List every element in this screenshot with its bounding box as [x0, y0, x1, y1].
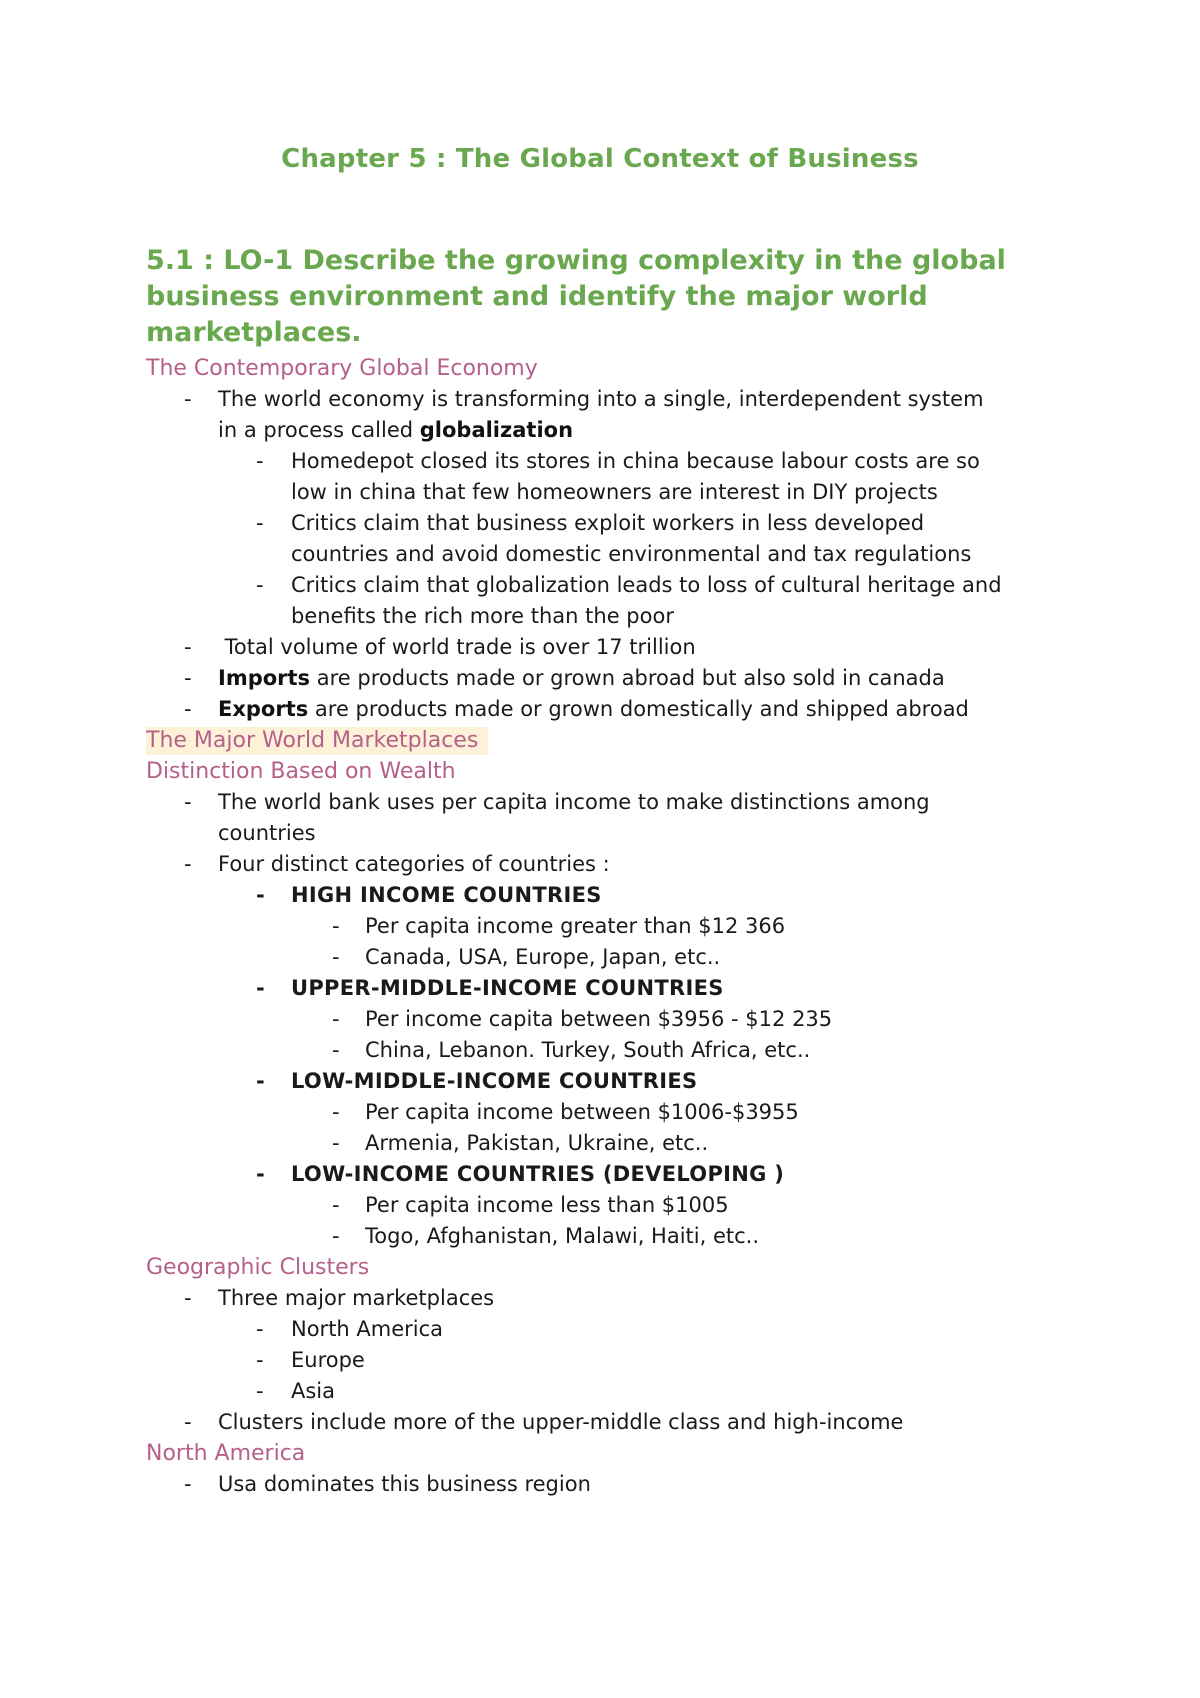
list-item: - Canada, USA, Europe, Japan, etc.. [146, 942, 1066, 973]
list-item-continuation: countries [218, 821, 316, 845]
list-item: - Europe [146, 1345, 1066, 1376]
dash-bullet: - [184, 1286, 192, 1310]
dash-bullet: - [332, 1224, 340, 1248]
subheading-north-america: North America [146, 1441, 306, 1466]
list-item-continuation: countries and avoid domestic environmental and tax regulations [291, 542, 972, 566]
category-title: - LOW-INCOME COUNTRIES (DEVELOPING ) [146, 1159, 1066, 1190]
dash-bullet: - [184, 387, 192, 411]
list-item: - The world bank uses per capita income to make distinctions among [146, 787, 1066, 818]
dash-bullet: - [256, 883, 266, 907]
dash-bullet: - [332, 1038, 340, 1062]
category-title: - LOW-MIDDLE-INCOME COUNTRIES [146, 1066, 1066, 1097]
dash-bullet: - [256, 1162, 266, 1186]
dash-bullet: - [256, 511, 264, 535]
list-item: - Total volume of world trade is over 17 trillion [146, 632, 1066, 663]
list-item-continuation: benefits the rich more than the poor [291, 604, 674, 628]
bold-term: Exports [218, 697, 309, 721]
dash-bullet: - [332, 1100, 340, 1124]
list-item: - Clusters include more of the upper-middle class and high-income [146, 1407, 1066, 1438]
list-item-continuation: low in china that few homeowners are interest in DIY projects [291, 480, 938, 504]
highlighted-text: The Major World Marketplaces [146, 727, 488, 755]
dash-bullet: - [184, 1472, 192, 1496]
dash-bullet: - [184, 635, 192, 659]
list-item: - Armenia, Pakistan, Ukraine, etc.. [146, 1128, 1066, 1159]
list-item: - Per capita income less than $1005 [146, 1190, 1066, 1221]
list-item: - Per capita income greater than $12 366 [146, 911, 1066, 942]
list-item: - Asia [146, 1376, 1066, 1407]
list-item: - Imports are products made or grown abroad but also sold in canada [146, 663, 1066, 694]
dash-bullet: - [332, 945, 340, 969]
category-title: - UPPER-MIDDLE-INCOME COUNTRIES [146, 973, 1066, 1004]
bold-term: Imports [218, 666, 311, 690]
dash-bullet: - [184, 666, 192, 690]
list-item: - Critics claim that business exploit workers in less developed [146, 508, 1066, 539]
section-heading-line: marketplaces. [146, 317, 362, 348]
dash-bullet: - [184, 697, 192, 721]
list-item: - Per income capita between $3956 - $12 235 [146, 1004, 1066, 1035]
section-heading-line: 5.1 : LO-1 Describe the growing complexity in the global [146, 245, 1006, 276]
list-item: - Exports are products made or grown domestically and shipped abroad [146, 694, 1066, 725]
list-item: - Three major marketplaces [146, 1283, 1066, 1314]
section-heading [146, 243, 1046, 351]
dash-bullet: - [332, 1193, 340, 1217]
list-item: - The world economy is transforming into a single, interdependent system [146, 384, 1066, 415]
dash-bullet: - [184, 852, 192, 876]
dash-bullet: - [184, 1410, 192, 1434]
subheading-global-economy: The Contemporary Global Economy [146, 356, 538, 381]
dash-bullet: - [256, 449, 264, 473]
list-item-continuation: in a process called globalization [218, 418, 574, 442]
dash-bullet: - [256, 1317, 264, 1341]
category-title: - HIGH INCOME COUNTRIES [146, 880, 1066, 911]
subheading-geographic-clusters: Geographic Clusters [146, 1255, 370, 1280]
section-heading-line: business environment and identify the major world [146, 281, 928, 312]
dash-bullet: - [332, 1131, 340, 1155]
list-item: - Togo, Afghanistan, Malawi, Haiti, etc.. [146, 1221, 1066, 1252]
chapter-title: Chapter 5 : The Global Context of Business [281, 144, 919, 174]
list-item: - China, Lebanon. Turkey, South Africa, etc.. [146, 1035, 1066, 1066]
list-item: - Four distinct categories of countries : [146, 849, 1066, 880]
list-item: - Usa dominates this business region [146, 1469, 1066, 1500]
subheading-major-marketplaces [146, 725, 1066, 756]
dash-bullet: - [256, 1348, 264, 1372]
list-item: - Homedepot closed its stores in china because labour costs are so [146, 446, 1066, 477]
dash-bullet: - [256, 976, 266, 1000]
notes-body [146, 353, 1066, 1500]
list-item: - Per capita income between $1006-$3955 [146, 1097, 1066, 1128]
list-item: - North America [146, 1314, 1066, 1345]
dash-bullet: - [332, 914, 340, 938]
dash-bullet: - [332, 1007, 340, 1031]
list-item: - Critics claim that globalization leads to loss of cultural heritage and [146, 570, 1066, 601]
subheading-wealth: Distinction Based on Wealth [146, 759, 456, 784]
dash-bullet: - [184, 790, 192, 814]
dash-bullet: - [256, 1069, 266, 1093]
dash-bullet: - [256, 1379, 264, 1403]
dash-bullet: - [256, 573, 264, 597]
bold-term: globalization [419, 418, 574, 442]
